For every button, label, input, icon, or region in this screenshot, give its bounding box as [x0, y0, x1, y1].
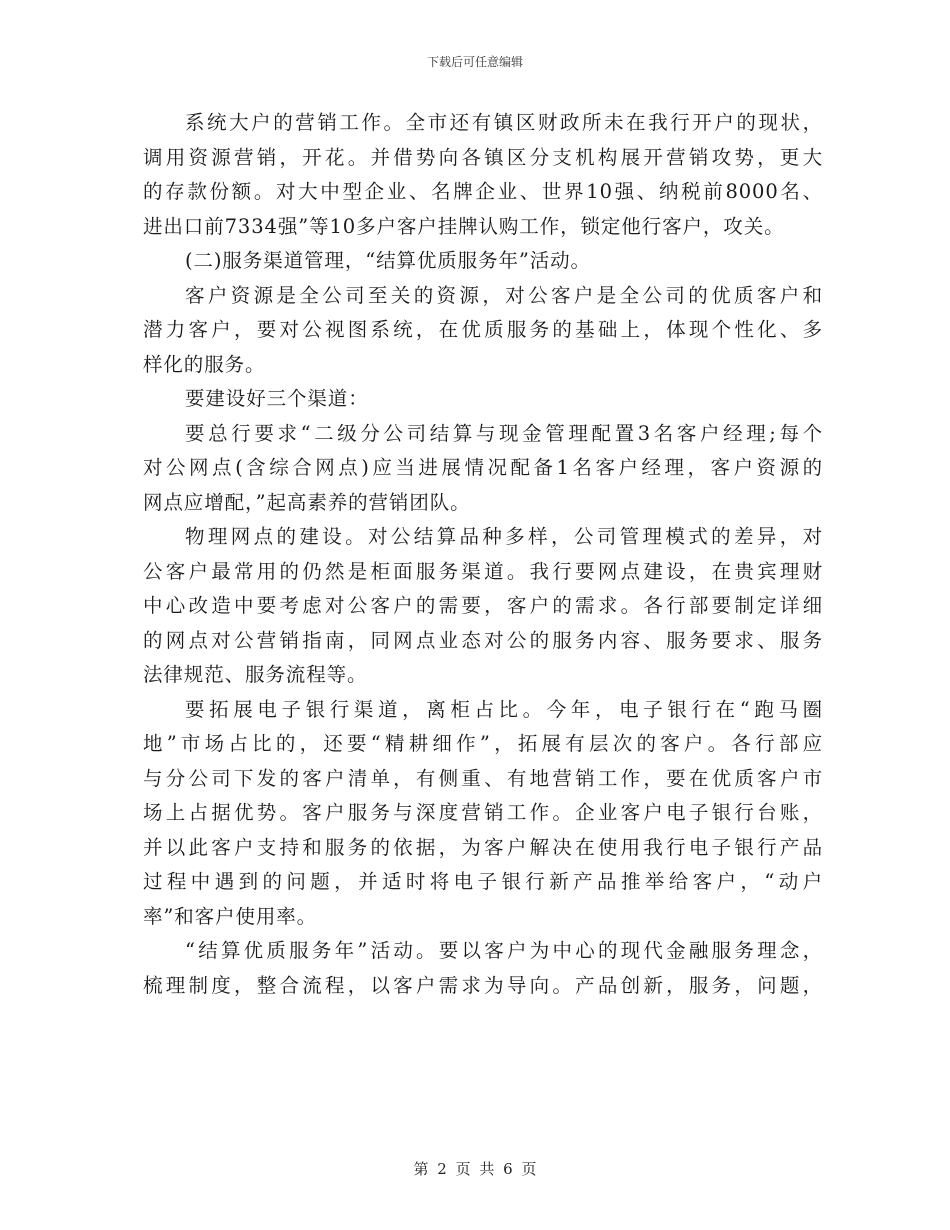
text-line: 调用资源营销，开花。并借势向各镇区分支机构展开营销攻势，更大 — [143, 145, 823, 169]
text-line: 法律规范、服务流程等。 — [143, 663, 368, 686]
text-line: 样化的服务。 — [143, 352, 266, 376]
page-header: 下载后可任意编辑 — [426, 55, 523, 69]
text-line: 的存款份额。对大中型企业、名牌企业、世界10强、纳税前8000名、 — [143, 180, 823, 203]
document-body — [143, 106, 823, 1003]
page-footer: 第 2 页 共 6 页 — [413, 1160, 537, 1178]
text-line: 并以此客户支持和服务的依据，为客户解决在使用我行电子银行产品 — [143, 835, 823, 859]
text-line: 网点应增配，”起高素养的营销团队。 — [143, 490, 471, 514]
text-line: 中心改造中要考虑对公客户的需要，客户的需求。各行部要制定详细 — [143, 594, 823, 617]
text-line: 场上占据优势。客户服务与深度营销工作。企业客户电子银行台账， — [143, 801, 823, 824]
text-line: 公客户最常用的仍然是柜面服务渠道。我行要网点建设，在贵宾理财 — [143, 559, 823, 583]
text-line: “结算优质服务年”活动。要以客户为中心的现代金融服务理念， — [185, 939, 823, 962]
text-line: 的网点对公营销指南，同网点业态对公的服务内容、服务要求、服务 — [143, 628, 823, 652]
text-line: 系统大户的营销工作。全市还有镇区财政所未在我行开户的现状， — [185, 111, 823, 134]
text-line: 对公网点(含综合网点)应当进展情况配备1名客户经理，客户资源的 — [143, 456, 823, 479]
text-line: (二)服务渠道管理，“结算优质服务年”活动。 — [185, 249, 591, 272]
text-line: 与分公司下发的客户清单，有侧重、有地营销工作，要在优质客户市 — [143, 766, 823, 790]
text-line: 梳理制度，整合流程，以客户需求为导向。产品创新，服务，问题， — [143, 973, 823, 997]
text-line: 要拓展电子银行渠道，离柜占比。今年，电子银行在“跑马圈 — [185, 697, 823, 721]
text-line: 要总行要求“二级分公司结算与现金管理配置3名客户经理;每个 — [185, 421, 823, 445]
text-line: 客户资源是全公司至关的资源，对公客户是全公司的优质客户和 — [185, 283, 823, 307]
text-line: 物理网点的建设。对公结算品种多样，公司管理模式的差异，对 — [185, 525, 823, 548]
text-line: 要建设好三个渠道： — [185, 387, 369, 410]
text-line: 率”和客户使用率。 — [143, 904, 318, 928]
text-line: 地”市场占比的，还要“精耕细作”，拓展有层次的客户。各行部应 — [143, 732, 823, 755]
text-line: 进出口前7334强”等10多户客户挂牌认购工作，锁定他行客户，攻关。 — [143, 214, 785, 238]
text-line: 过程中遇到的问题，并适时将电子银行新产品推举给客户，“动户 — [143, 870, 823, 893]
text-line: 潜力客户，要对公视图系统，在优质服务的基础上，体现个性化、多 — [143, 318, 823, 341]
